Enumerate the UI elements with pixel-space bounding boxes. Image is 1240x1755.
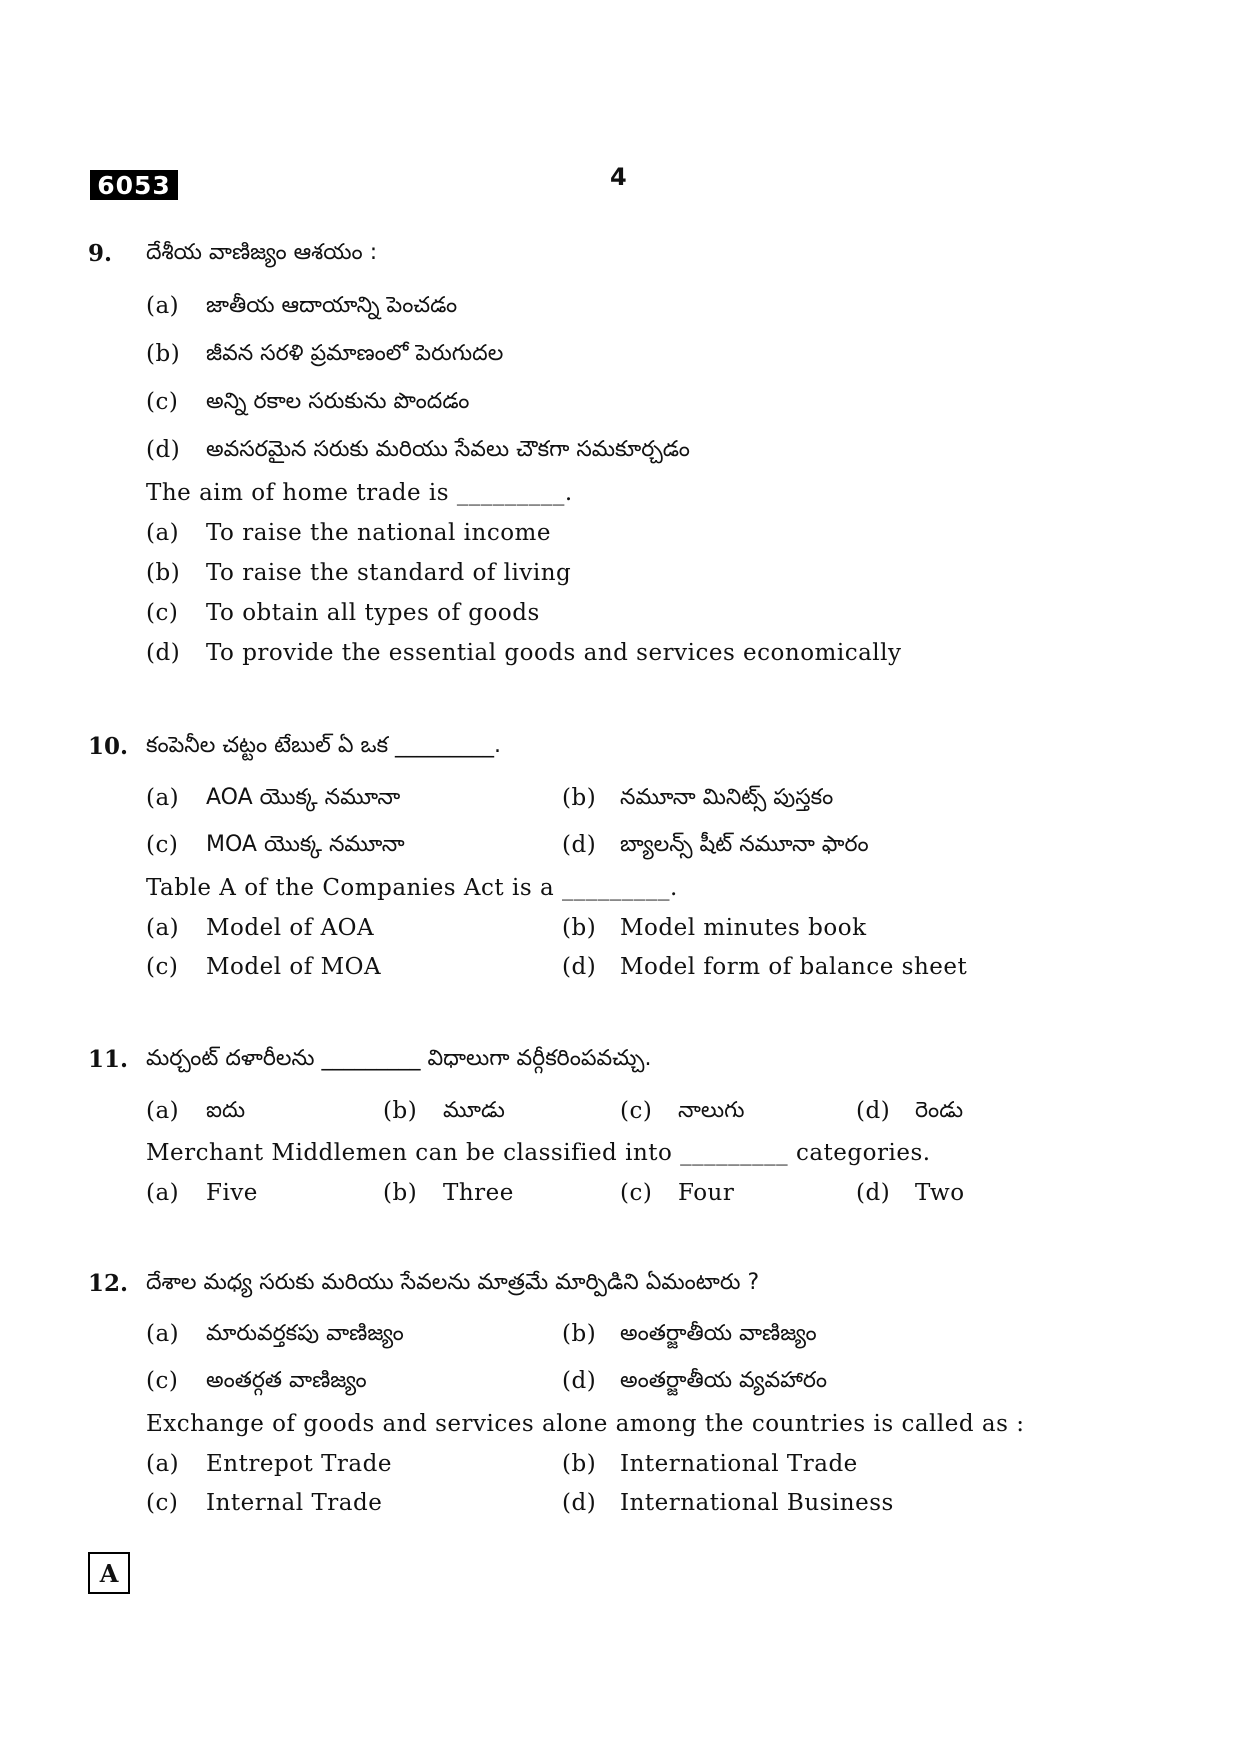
question-stem-english: Exchange of goods and services alone among the countries is called as : bbox=[146, 1411, 1025, 1437]
option-text-telugu: మారువర్తకపు వాణిజ్యం bbox=[206, 1321, 404, 1346]
option-text-english: To obtain all types of goods bbox=[206, 600, 540, 626]
question-number: 10. bbox=[88, 733, 129, 760]
option-label: (b) bbox=[146, 341, 181, 367]
question-stem-telugu: మర్చంట్ దళారీలను _________ విధాలుగా వర్గీకరింపవచ్చు. bbox=[146, 1046, 652, 1071]
option-text-telugu: రెండు bbox=[915, 1098, 964, 1123]
option-text-telugu: బ్యాలన్స్ షీట్ నమూనా ఫారం bbox=[620, 832, 869, 857]
question-stem-english: The aim of home trade is _________. bbox=[146, 480, 573, 506]
option-label: (d) bbox=[856, 1098, 891, 1124]
paper-code-badge: 6053 bbox=[90, 170, 178, 200]
question-stem-telugu: దేశాల మధ్య సరుకు మరియు సేవలను మాత్రమే మార్పిడిని ఏమంటారు ? bbox=[146, 1270, 760, 1295]
page-number: 4 bbox=[610, 163, 627, 191]
option-label: (d) bbox=[562, 1490, 597, 1516]
option-text-english: Four bbox=[678, 1180, 735, 1206]
option-text-telugu: జాతీయ ఆదాయాన్ని పెంచడం bbox=[206, 293, 458, 318]
option-label: (a) bbox=[146, 293, 180, 319]
option-label: (a) bbox=[146, 1451, 180, 1477]
option-label: (c) bbox=[146, 954, 179, 980]
option-text-english: To provide the essential goods and services economically bbox=[206, 640, 902, 666]
option-text-telugu: అన్ని రకాల సరుకును పొందడం bbox=[206, 389, 470, 414]
option-text-telugu: అంతర్జాతీయ వ్యవహారం bbox=[620, 1368, 828, 1393]
option-text-english: Five bbox=[206, 1180, 258, 1206]
option-text-telugu: అంతర్జాతీయ వాణిజ్యం bbox=[620, 1321, 817, 1346]
option-label: (c) bbox=[620, 1098, 653, 1124]
option-text-telugu: MOA యొక్క నమూనా bbox=[206, 832, 405, 857]
option-label: (d) bbox=[146, 437, 181, 463]
option-label: (b) bbox=[146, 560, 181, 586]
option-text-english: Model form of balance sheet bbox=[620, 954, 968, 980]
option-label: (c) bbox=[146, 1368, 179, 1394]
option-label: (b) bbox=[562, 1451, 597, 1477]
option-label: (d) bbox=[562, 1368, 597, 1394]
option-label: (a) bbox=[146, 1180, 180, 1206]
option-text-english: To raise the national income bbox=[206, 520, 551, 546]
option-text-telugu: మూడు bbox=[443, 1098, 505, 1123]
option-text-telugu: అవసరమైన సరుకు మరియు సేవలు చౌకగా సమకూర్చడం bbox=[206, 437, 690, 462]
option-label: (c) bbox=[146, 389, 179, 415]
option-label: (d) bbox=[146, 640, 181, 666]
option-text-telugu: AOA యొక్క నమూనా bbox=[206, 785, 401, 810]
option-text-telugu: నాలుగు bbox=[678, 1098, 745, 1123]
option-label: (b) bbox=[383, 1098, 418, 1124]
option-text-english: Three bbox=[443, 1180, 514, 1206]
option-label: (a) bbox=[146, 1321, 180, 1347]
option-text-english: Model minutes book bbox=[620, 915, 867, 941]
option-text-english: Entrepot Trade bbox=[206, 1451, 392, 1477]
option-label: (c) bbox=[620, 1180, 653, 1206]
question-stem-english: Table A of the Companies Act is a _________. bbox=[146, 875, 678, 901]
option-label: (d) bbox=[562, 954, 597, 980]
option-text-english: To raise the standard of living bbox=[206, 560, 572, 586]
option-text-english: Model of MOA bbox=[206, 954, 382, 980]
option-label: (b) bbox=[383, 1180, 418, 1206]
option-label: (a) bbox=[146, 520, 180, 546]
option-label: (d) bbox=[856, 1180, 891, 1206]
option-label: (d) bbox=[562, 832, 597, 858]
question-stem-english: Merchant Middlemen can be classified into _________ categories. bbox=[146, 1140, 931, 1166]
question-number: 12. bbox=[88, 1270, 129, 1297]
option-label: (b) bbox=[562, 915, 597, 941]
option-text-telugu: జీవన సరళి ప్రమాణంలో పెరుగుదల bbox=[206, 341, 504, 366]
option-label: (a) bbox=[146, 1098, 180, 1124]
option-text-english: Model of AOA bbox=[206, 915, 375, 941]
option-label: (c) bbox=[146, 832, 179, 858]
option-text-telugu: నమూనా మినిట్స్ పుస్తకం bbox=[620, 785, 834, 810]
question-number: 11. bbox=[88, 1046, 129, 1073]
question-number: 9. bbox=[88, 240, 113, 267]
option-text-english: Internal Trade bbox=[206, 1490, 383, 1516]
option-label: (a) bbox=[146, 915, 180, 941]
option-text-telugu: ఐదు bbox=[206, 1098, 246, 1123]
option-text-english: International Trade bbox=[620, 1451, 858, 1477]
option-text-english: International Business bbox=[620, 1490, 894, 1516]
section-marker-box: A bbox=[88, 1552, 130, 1594]
option-label: (c) bbox=[146, 1490, 179, 1516]
question-stem-telugu: కంపెనీల చట్టం టేబుల్ ఏ ఒక _________. bbox=[146, 733, 502, 758]
option-text-telugu: అంతర్గత వాణిజ్యం bbox=[206, 1368, 367, 1393]
question-stem-telugu: దేశీయ వాణిజ్యం ఆశయం : bbox=[146, 240, 378, 265]
option-label: (c) bbox=[146, 600, 179, 626]
option-label: (b) bbox=[562, 785, 597, 811]
option-label: (a) bbox=[146, 785, 180, 811]
option-text-english: Two bbox=[915, 1180, 965, 1206]
option-label: (b) bbox=[562, 1321, 597, 1347]
